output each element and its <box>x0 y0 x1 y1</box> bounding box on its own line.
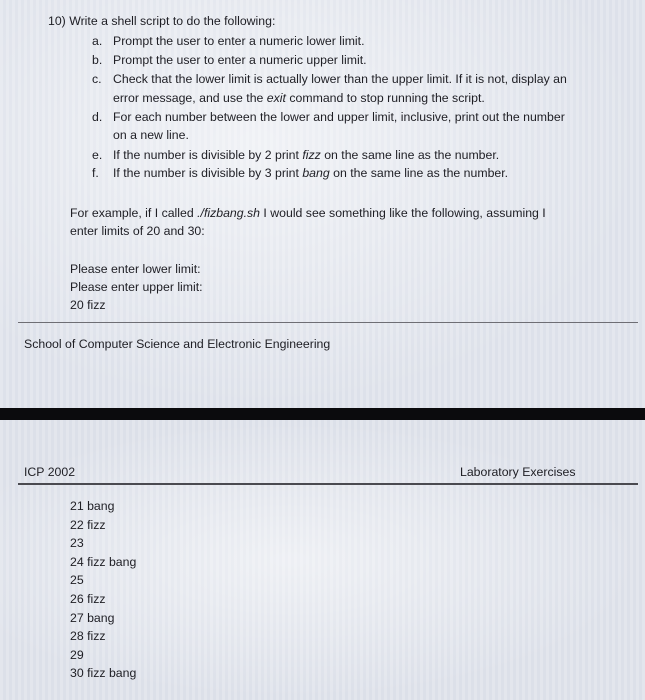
example-line2: enter limits of 20 and 30: <box>70 224 205 238</box>
item-c-line2: error message, and use the exit command to stop running the script. <box>113 91 485 105</box>
output-line: 24 fizz bang <box>70 554 137 569</box>
question-heading: 10) Write a shell script to do the following: <box>48 14 276 28</box>
output-line: 23 <box>70 536 84 551</box>
header-section: Laboratory Exercises <box>460 465 576 479</box>
item-c-line1: Check that the lower limit is actually lower than the upper limit. If it is not, display an <box>113 72 567 86</box>
header-rule <box>18 483 638 485</box>
output-line: 20 fizz <box>70 298 106 312</box>
item-a-letter: a. <box>92 34 103 48</box>
header-course-code: ICP 2002 <box>24 465 76 479</box>
item-d-line1: For each number between the lower and upper limit, inclusive, print out the number <box>113 110 565 124</box>
item-e-letter: e. <box>92 148 103 162</box>
item-b-letter: b. <box>92 53 103 67</box>
output-line: 29 <box>70 647 84 662</box>
output-line: 25 <box>70 573 84 588</box>
example-line1: For example, if I called ./fizbang.sh I would see something like the following, assuming I <box>70 206 546 220</box>
output-line: 22 fizz <box>70 517 106 532</box>
output-line: 26 fizz <box>70 592 106 606</box>
footer-rule <box>18 322 638 323</box>
item-a-text: Prompt the user to enter a numeric lower limit. <box>113 34 365 48</box>
item-c-letter: c. <box>92 72 102 86</box>
item-e-text: If the number is divisible by 2 print fizz on the same line as the number. <box>113 148 500 162</box>
item-d-line2: on a new line. <box>113 128 189 142</box>
item-f-text: If the number is divisible by 3 print bang on the same line as the number. <box>113 166 509 180</box>
output-line: 30 fizz bang <box>70 666 137 681</box>
item-b-text: Prompt the user to enter a numeric upper limit. <box>113 53 367 67</box>
footer-school: School of Computer Science and Electronic Engineering <box>24 337 331 351</box>
item-d-letter: d. <box>92 110 103 124</box>
page-gap <box>0 408 645 420</box>
output-line: 21 bang <box>70 499 115 513</box>
output-line: Please enter upper limit: <box>70 280 203 294</box>
output-line: 27 bang <box>70 610 115 625</box>
output-line: Please enter lower limit: <box>70 262 201 276</box>
item-f-letter: f. <box>92 166 99 180</box>
output-line: 28 fizz <box>70 629 106 644</box>
